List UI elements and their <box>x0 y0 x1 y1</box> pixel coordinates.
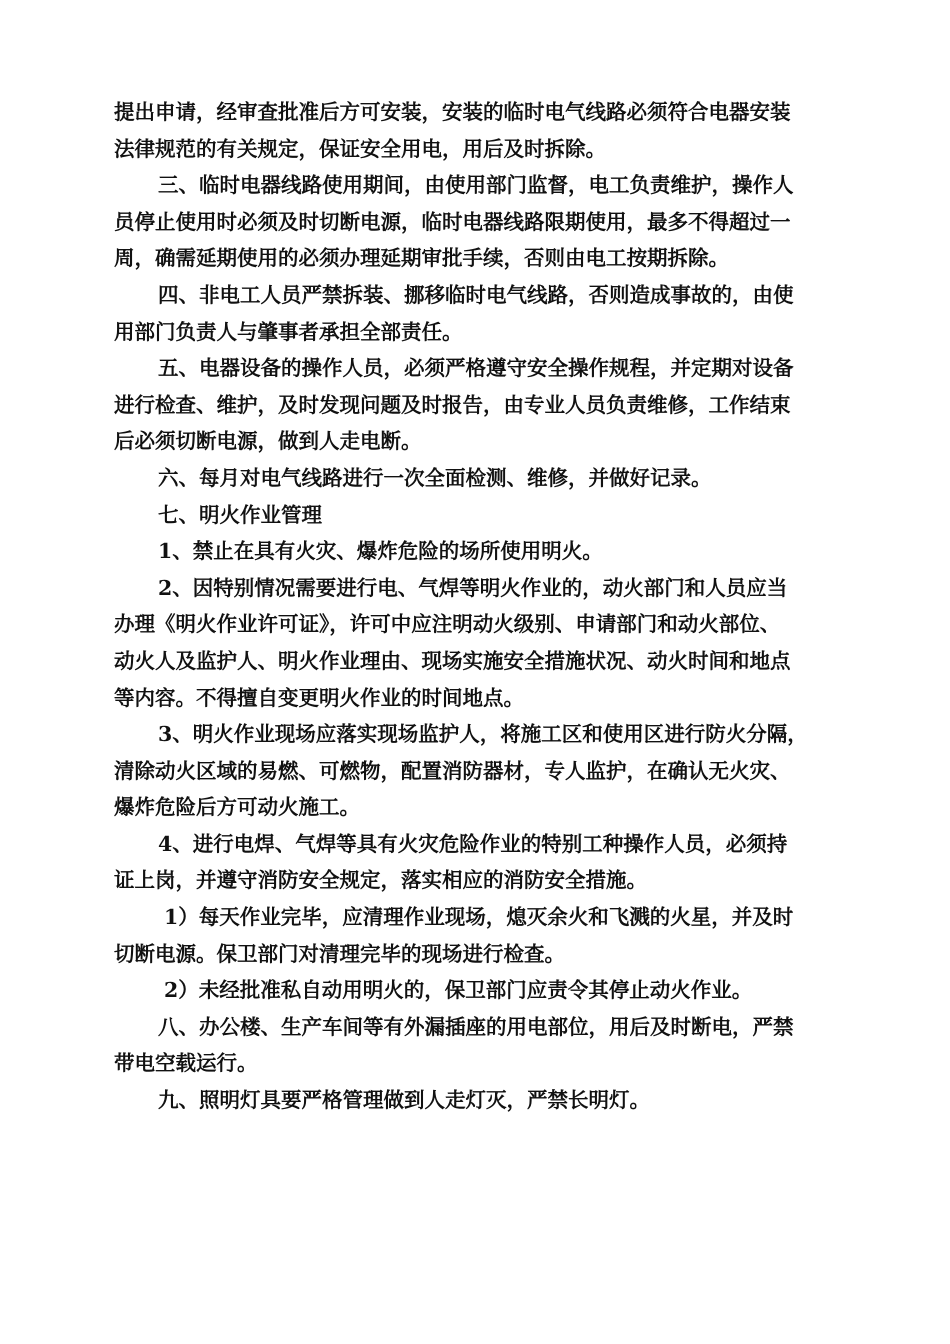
document-line: 1）每天作业完毕，应清理作业现场，熄灭余火和飞溅的火星，并及时 <box>164 905 794 930</box>
document-line: 3、明火作业现场应落实现场监护人，将施工区和使用区进行防火分隔， <box>158 722 808 747</box>
document-line: 后必须切断电源，做到人走电断。 <box>114 429 422 454</box>
document-line: 动火人及监护人、明火作业理由、现场实施安全措施状况、动火时间和地点 <box>114 648 791 673</box>
document-line: 清除动火区域的易燃、可燃物，配置消防器材，专人监护，在确认无火灾、 <box>114 758 791 783</box>
document-line: 八、办公楼、生产车间等有外漏插座的用电部位，用后及时断电，严禁 <box>158 1014 794 1039</box>
document-line: 进行检查、维护，及时发现问题及时报告，由专业人员负责维修，工作结束 <box>114 392 791 417</box>
document-line: 4、进行电焊、气焊等具有火灾危险作业的特别工种操作人员，必须持 <box>158 831 788 856</box>
document-line: 九、照明灯具要严格管理做到人走灯灭，严禁长明灯。 <box>158 1088 650 1113</box>
document-line: 用部门负责人与肇事者承担全部责任。 <box>114 319 463 344</box>
document-line: 四、非电工人员严禁拆装、挪移临时电气线路，否则造成事故的，由使 <box>158 282 794 307</box>
document-line: 周，确需延期使用的必须办理延期审批手续，否则由电工按期拆除。 <box>114 246 729 271</box>
document-line: 办理《明火作业许可证》，许可中应注明动火级别、申请部门和动火部位、 <box>114 612 781 637</box>
document-body <box>114 94 874 1119</box>
document-line: 2）未经批准私自动用明火的，保卫部门应责令其停止动火作业。 <box>164 978 753 1003</box>
document-line: 员停止使用时必须及时切断电源，临时电器线路限期使用，最多不得超过一 <box>114 209 791 234</box>
document-line: 等内容。不得擅自变更明火作业的时间地点。 <box>114 685 524 710</box>
document-line: 带电空载运行。 <box>114 1051 258 1076</box>
document-line: 三、临时电器线路使用期间，由使用部门监督，电工负责维护，操作人 <box>158 173 794 198</box>
document-line: 提出申请，经审查批准后方可安装，安装的临时电气线路必须符合电器安装 <box>114 100 791 124</box>
document-line: 爆炸危险后方可动火施工。 <box>114 795 360 820</box>
document-line: 六、每月对电气线路进行一次全面检测、维修，并做好记录。 <box>158 465 712 490</box>
document-line: 七、明火作业管理 <box>158 502 322 527</box>
document-line: 证上岗，并遵守消防安全规定，落实相应的消防安全措施。 <box>114 868 647 893</box>
document-line: 1、禁止在具有火灾、爆炸危险的场所使用明火。 <box>158 539 603 564</box>
document-line: 五、电器设备的操作人员，必须严格遵守安全操作规程，并定期对设备 <box>158 356 794 381</box>
document-line: 法律规范的有关规定，保证安全用电，用后及时拆除。 <box>114 136 606 161</box>
document-line: 2、因特别情况需要进行电、气焊等明火作业的，动火部门和人员应当 <box>158 575 788 600</box>
document-line: 切断电源。保卫部门对清理完毕的现场进行检查。 <box>114 941 565 966</box>
